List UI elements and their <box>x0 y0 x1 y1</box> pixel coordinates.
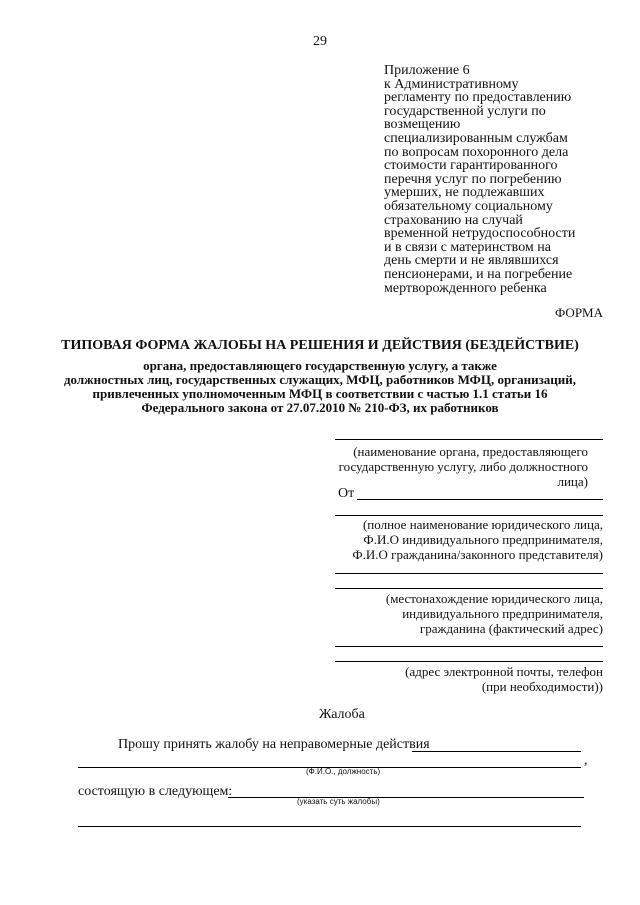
request-text: Прошу принять жалобу на неправомерные действия <box>118 737 430 752</box>
caption-line: лица) <box>557 474 588 489</box>
appendix-line: временной нетрудоспособности <box>384 226 576 242</box>
contacts-field-line-2[interactable] <box>335 661 603 662</box>
from-field-line-2[interactable] <box>335 515 603 516</box>
appendix-header <box>384 64 620 295</box>
appendix-line: специализированным службам <box>384 130 568 146</box>
complaint-essence-field-line-2[interactable] <box>78 826 581 827</box>
appendix-line: страхованию на случай <box>384 212 523 228</box>
complaint-heading: Жалоба <box>319 707 365 722</box>
document-subtitle <box>0 359 640 415</box>
appendix-line: день смерти и не являвшихся <box>384 253 559 269</box>
subtitle-line: органа, предоставляющего государственную услугу, а также <box>143 358 497 373</box>
caption-line: государственную услугу, либо должностного <box>338 459 588 474</box>
appendix-line: Приложение 6 <box>384 63 470 78</box>
forma-label: ФОРМА <box>555 305 603 320</box>
request-comma: , <box>584 753 588 768</box>
caption-line: (местонахождение юридического лица, <box>385 591 603 606</box>
organ-name-caption <box>339 444 588 489</box>
appendix-line: по вопросам похоронного дела <box>384 144 569 160</box>
appendix-line: стоимости гарантированного <box>384 158 558 174</box>
from-label: От <box>338 486 355 501</box>
caption-line: (наименование органа, предоставляющего <box>353 444 588 459</box>
from-field[interactable] <box>357 499 603 500</box>
appendix-line: пенсионерами, и на погребение <box>384 266 573 282</box>
location-field[interactable] <box>335 573 603 574</box>
subtitle-line: должностных лиц, государственных служащих, МФЦ, работников МФЦ, организаций, <box>63 372 577 387</box>
page-number: 29 <box>313 34 327 49</box>
contacts-caption <box>405 664 603 694</box>
complaint-essence-field[interactable] <box>228 797 584 798</box>
organ-name-field[interactable] <box>335 439 603 440</box>
contacts-field[interactable] <box>335 646 603 647</box>
appendix-line: обязательному социальному <box>384 198 553 214</box>
caption-line: Ф.И.О индивидуального предпринимателя, <box>363 532 603 547</box>
caption-line: индивидуального предпринимателя, <box>402 606 603 621</box>
violator-field[interactable] <box>412 751 581 752</box>
subtitle-line: привлеченных уполномоченным МФЦ в соответствии с частью 1.1 статьи 16 <box>92 386 548 401</box>
caption-line: Ф.И.О гражданина/законного представителя) <box>352 547 603 562</box>
location-caption <box>386 591 603 636</box>
essence-hint: (указать суть жалобы) <box>297 797 380 806</box>
from-caption <box>352 517 603 562</box>
location-field-line-2[interactable] <box>335 588 603 589</box>
appendix-line: и в связи с материнством на <box>384 239 551 255</box>
caption-line: (при необходимости)) <box>481 679 603 694</box>
appendix-line: возмещению <box>384 117 461 133</box>
appendix-line: мертворожденного ребенка <box>384 280 547 296</box>
fio-hint: (Ф.И.О., должность) <box>306 767 381 776</box>
consisting-text: состоящую в следующем: <box>78 784 233 799</box>
caption-line: (полное наименование юридического лица, <box>362 517 603 532</box>
caption-line: (адрес электронной почты, телефон <box>405 664 603 679</box>
appendix-line: государственной услуги по <box>384 103 546 119</box>
appendix-line: к Административному <box>384 76 519 92</box>
subtitle-line: Федерального закона от 27.07.2010 № 210-ФЗ, их работников <box>141 400 499 415</box>
appendix-line: умерших, не подлежавших <box>384 185 545 201</box>
document-title: ТИПОВАЯ ФОРМА ЖАЛОБЫ НА РЕШЕНИЯ И ДЕЙСТВИЯ (БЕЗДЕЙСТВИЕ) <box>61 338 579 353</box>
caption-line: гражданина (фактический адрес) <box>419 621 603 636</box>
appendix-line: регламенту по предоставлению <box>384 90 572 106</box>
appendix-line: перечня услуг по погребению <box>384 171 562 187</box>
